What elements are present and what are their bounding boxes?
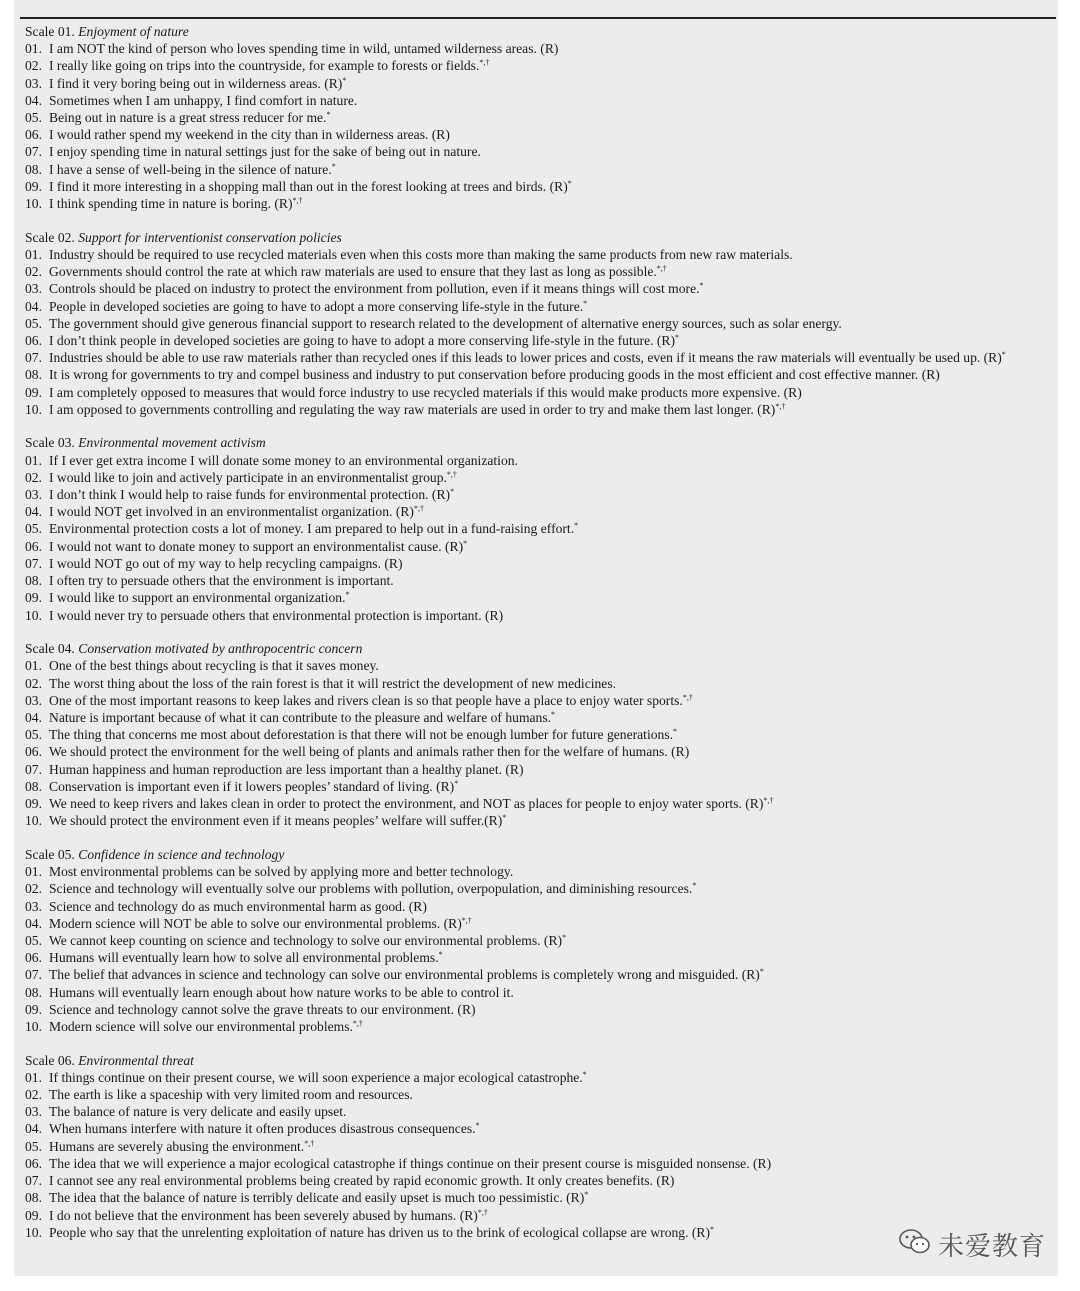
item-footnote-mark: * xyxy=(675,332,680,342)
item-text: I often try to persuade others that the environment is important. xyxy=(49,573,394,589)
scale-item xyxy=(25,1207,1060,1224)
item-text: I would rather spend my weekend in the city than in wilderness areas. (R) xyxy=(49,127,450,143)
scale-item xyxy=(25,607,1060,624)
item-text: Industries should be able to use raw materials rather than recycled ones if this leads to lower prices and costs, even if it means the raw materials will eventually be used up. (R) xyxy=(49,350,1002,366)
item-number: 05. xyxy=(25,110,42,126)
item-footnote-mark: * xyxy=(475,1121,480,1131)
item-number: 03. xyxy=(25,75,42,91)
item-footnote-mark: *,† xyxy=(413,504,424,514)
scale-item xyxy=(25,915,1060,932)
item-text: I think spending time in nature is boring. (R) xyxy=(49,196,293,212)
item-number: 04. xyxy=(25,298,42,314)
item-footnote-mark: * xyxy=(463,538,468,548)
item-number: 08. xyxy=(25,984,42,1000)
scale-label: Scale 04. xyxy=(25,641,75,657)
scale-item xyxy=(25,1120,1060,1137)
scale-item xyxy=(25,589,1060,606)
scale-label: Scale 05. xyxy=(25,846,75,862)
item-footnote-mark: * xyxy=(710,1224,714,1234)
scale-item xyxy=(25,538,1060,555)
item-number: 09. xyxy=(25,384,42,400)
scale-label: Scale 02. xyxy=(25,229,75,245)
item-text: I would NOT go out of my way to help recycling campaigns. (R) xyxy=(49,555,403,571)
scale-title: Environmental movement activism xyxy=(78,435,266,451)
item-number: 05. xyxy=(25,727,42,743)
item-text: When humans interfere with nature it often produces disastrous consequences. xyxy=(49,1121,476,1137)
item-footnote-mark: * xyxy=(326,110,331,120)
item-footnote-mark: * xyxy=(345,590,350,600)
scale-item xyxy=(25,657,1060,674)
item-number: 03. xyxy=(25,1104,42,1120)
scale-item xyxy=(25,401,1060,418)
item-footnote-mark: *,† xyxy=(479,58,490,68)
scale-section xyxy=(25,640,1060,829)
scale-label: Scale 03. xyxy=(25,435,75,451)
item-number: 10. xyxy=(25,813,42,829)
item-text: One of the most important reasons to keep lakes and rivers clean is so that people have a place to enjoy water sports. xyxy=(49,692,683,708)
item-number: 03. xyxy=(25,898,42,914)
scale-item xyxy=(25,1001,1060,1018)
scale-section xyxy=(25,23,1060,212)
scale-item xyxy=(25,555,1060,572)
item-number: 07. xyxy=(25,144,42,160)
scale-item xyxy=(25,161,1060,178)
item-footnote-mark: * xyxy=(331,161,336,171)
item-text: The thing that concerns me most about deforestation is that there will not be enough lumber for future generations. xyxy=(49,727,674,743)
item-number: 09. xyxy=(25,796,42,812)
item-footnote-mark: *,† xyxy=(775,401,786,411)
item-number: 02. xyxy=(25,264,42,280)
scale-item xyxy=(25,984,1060,1001)
item-footnote-mark: * xyxy=(692,881,697,891)
scale-item xyxy=(25,486,1060,503)
item-text: The balance of nature is very delicate and easily upset. xyxy=(49,1104,347,1120)
scale-item xyxy=(25,709,1060,726)
watermark xyxy=(898,1226,1046,1262)
item-footnote-mark: *,† xyxy=(477,1207,488,1217)
scale-item xyxy=(25,57,1060,74)
item-number: 03. xyxy=(25,692,42,708)
item-text: Modern science will solve our environmental problems. xyxy=(49,1018,353,1034)
item-number: 08. xyxy=(25,1190,42,1206)
scale-item xyxy=(25,692,1060,709)
scale-section xyxy=(25,229,1060,418)
item-text: The belief that advances in science and technology can solve our environmental problems is completely wrong and misguided. (R) xyxy=(49,967,760,983)
scale-item xyxy=(25,778,1060,795)
scale-item xyxy=(25,675,1060,692)
item-number: 08. xyxy=(25,161,42,177)
item-number: 04. xyxy=(25,710,42,726)
scale-item xyxy=(25,143,1060,160)
scale-heading xyxy=(25,846,1060,863)
item-text: If things continue on their present course, we will soon experience a major ecological catastrophe. xyxy=(49,1069,583,1085)
scale-title: Conservation motivated by anthropocentric concern xyxy=(78,641,363,657)
item-text: I would like to support an environmental organization. xyxy=(49,590,346,606)
item-footnote-mark: * xyxy=(582,1069,587,1079)
item-text: Most environmental problems can be solved by applying more and better technology. xyxy=(49,864,514,880)
item-text: One of the best things about recycling is that it saves money. xyxy=(49,658,379,674)
item-text: We should protect the environment even if it means peoples’ welfare will suffer.(R) xyxy=(49,813,503,829)
item-text: I am NOT the kind of person who loves spending time in wild, untamed wilderness areas. (R) xyxy=(49,41,559,57)
item-number: 06. xyxy=(25,744,42,760)
item-number: 05. xyxy=(25,315,42,331)
scale-item xyxy=(25,520,1060,537)
scale-item xyxy=(25,966,1060,983)
item-text: We should protect the environment for the well being of plants and animals rather then for the welfare of humans. (R) xyxy=(49,744,690,760)
item-text: Science and technology will eventually solve our problems with pollution, overpopulation, and diminishing resources. xyxy=(49,881,693,897)
scale-item xyxy=(25,1086,1060,1103)
item-number: 01. xyxy=(25,864,42,880)
item-number: 01. xyxy=(25,452,42,468)
item-footnote-mark: * xyxy=(759,967,764,977)
item-footnote-mark: *,† xyxy=(446,469,457,479)
item-footnote-mark: *,† xyxy=(292,196,303,206)
scale-item xyxy=(25,761,1060,778)
scale-item xyxy=(25,332,1060,349)
item-text: Industry should be required to use recycled materials even when this costs more than making the same products from new raw materials. xyxy=(49,246,793,262)
scale-item xyxy=(25,743,1060,760)
item-number: 09. xyxy=(25,178,42,194)
scale-item xyxy=(25,246,1060,263)
item-text: Humans will eventually learn enough about how nature works to be able to control it. xyxy=(49,984,514,1000)
item-footnote-mark: *,† xyxy=(352,1018,363,1028)
item-number: 06. xyxy=(25,538,42,554)
scale-label: Scale 01. xyxy=(25,24,75,39)
scale-item xyxy=(25,298,1060,315)
item-footnote-mark: *,† xyxy=(763,796,774,806)
item-number: 07. xyxy=(25,761,42,777)
scale-item xyxy=(25,726,1060,743)
item-text: The government should give generous financial support to research related to the development of alternative energy sources, such as solar energy. xyxy=(49,315,842,331)
scale-item xyxy=(25,469,1060,486)
item-footnote-mark: * xyxy=(567,178,572,188)
scale-item xyxy=(25,503,1060,520)
item-text: Science and technology do as much environmental harm as good. (R) xyxy=(49,898,427,914)
scale-item xyxy=(25,949,1060,966)
scale-item xyxy=(25,40,1060,57)
scale-item xyxy=(25,315,1060,332)
item-footnote-mark: *,† xyxy=(461,915,472,925)
item-number: 02. xyxy=(25,881,42,897)
item-number: 09. xyxy=(25,590,42,606)
scale-heading xyxy=(25,23,1060,40)
item-number: 07. xyxy=(25,555,42,571)
item-text: I don’t think I would help to raise funds for environmental protection. (R) xyxy=(49,487,451,503)
item-footnote-mark: * xyxy=(699,281,704,291)
item-text: I have a sense of well-being in the silence of nature. xyxy=(49,161,332,177)
scale-item xyxy=(25,932,1060,949)
scale-item xyxy=(25,1189,1060,1206)
wechat-icon xyxy=(898,1227,932,1261)
scale-item xyxy=(25,452,1060,469)
item-text: Modern science will NOT be able to solve our environmental problems. (R) xyxy=(49,915,462,931)
item-text: People who say that the unrelenting exploitation of nature has driven us to the brink of ecological collapse are wrong. (R) xyxy=(49,1224,710,1240)
item-number: 04. xyxy=(25,915,42,931)
item-text: I cannot see any real environmental problems being created by rapid economic growth. It only creates benefits. (R) xyxy=(49,1173,675,1189)
item-number: 05. xyxy=(25,1138,42,1154)
item-number: 07. xyxy=(25,967,42,983)
scale-heading xyxy=(25,229,1060,246)
item-text: I would NOT get involved in an environmentalist organization. (R) xyxy=(49,504,414,520)
item-text: The idea that the balance of nature is terribly delicate and easily upset is much too pessimistic. (R) xyxy=(49,1190,585,1206)
item-number: 06. xyxy=(25,1155,42,1171)
item-number: 02. xyxy=(25,58,42,74)
item-number: 03. xyxy=(25,487,42,503)
scale-title: Confidence in science and technology xyxy=(78,846,285,862)
item-number: 10. xyxy=(25,401,42,417)
scale-item xyxy=(25,178,1060,195)
item-number: 05. xyxy=(25,932,42,948)
scale-item xyxy=(25,126,1060,143)
item-number: 10. xyxy=(25,607,42,623)
scale-heading xyxy=(25,1052,1060,1069)
item-text: Sometimes when I am unhappy, I find comfort in nature. xyxy=(49,92,358,108)
item-text: I don’t think people in developed societies are going to have to adopt a more conserving life-style in the future. (R) xyxy=(49,332,676,348)
scale-label: Scale 06. xyxy=(25,1052,75,1068)
scale-title: Enjoyment of nature xyxy=(78,24,189,39)
item-number: 09. xyxy=(25,1207,42,1223)
scale-item xyxy=(25,195,1060,212)
item-text: Nature is important because of what it can contribute to the pleasure and welfare of humans. xyxy=(49,710,552,726)
item-text: Controls should be placed on industry to protect the environment from pollution, even if it means things will cost more. xyxy=(49,281,700,297)
item-number: 10. xyxy=(25,1018,42,1034)
scale-item xyxy=(25,349,1060,366)
item-number: 06. xyxy=(25,332,42,348)
scale-item xyxy=(25,898,1060,915)
item-number: 01. xyxy=(25,658,42,674)
item-text: We need to keep rivers and lakes clean in order to protect the environment, and NOT as places for people to enjoy water sports. (R) xyxy=(49,796,764,812)
scale-item xyxy=(25,1172,1060,1189)
item-text: I find it more interesting in a shopping mall than out in the forest looking at trees and birds. (R) xyxy=(49,178,568,194)
item-text: I would like to join and actively participate in an environmentalist group. xyxy=(49,469,447,485)
item-number: 05. xyxy=(25,521,42,537)
item-number: 09. xyxy=(25,1001,42,1017)
item-text: I would never try to persuade others that environmental protection is important. (R) xyxy=(49,607,504,623)
item-text: Governments should control the rate at which raw materials are used to ensure that they last as long as possible. xyxy=(49,264,657,280)
item-number: 10. xyxy=(25,196,42,212)
scale-item xyxy=(25,75,1060,92)
item-footnote-mark: *,† xyxy=(682,692,693,702)
scale-section xyxy=(25,846,1060,1035)
item-footnote-mark: * xyxy=(583,298,588,308)
scale-item xyxy=(25,863,1060,880)
item-number: 07. xyxy=(25,1173,42,1189)
scale-item xyxy=(25,572,1060,589)
item-footnote-mark: * xyxy=(584,1190,589,1200)
scale-item xyxy=(25,384,1060,401)
item-footnote-mark: * xyxy=(454,778,459,788)
scale-item xyxy=(25,812,1060,829)
scale-section xyxy=(25,434,1060,623)
scale-item xyxy=(25,1069,1060,1086)
item-number: 04. xyxy=(25,92,42,108)
item-number: 04. xyxy=(25,1121,42,1137)
item-number: 10. xyxy=(25,1224,42,1240)
item-footnote-mark: * xyxy=(450,487,455,497)
item-number: 02. xyxy=(25,675,42,691)
item-text: I really like going on trips into the countryside, for example to forests or fields. xyxy=(49,58,480,74)
item-number: 08. xyxy=(25,778,42,794)
item-text: I enjoy spending time in natural settings just for the sake of being out in nature. xyxy=(49,144,481,160)
item-text: People in developed societies are going to have to adopt a more conserving life-style in the future. xyxy=(49,298,584,314)
item-number: 08. xyxy=(25,367,42,383)
item-footnote-mark: * xyxy=(574,521,579,531)
scale-item xyxy=(25,1103,1060,1120)
scale-section xyxy=(25,1052,1060,1241)
item-footnote-mark: *,† xyxy=(656,264,667,274)
scale-item xyxy=(25,1155,1060,1172)
item-text: Humans will eventually learn how to solve all environmental problems. xyxy=(49,950,439,966)
item-text: Environmental protection costs a lot of money. I am prepared to help out in a fund-raising effort. xyxy=(49,521,575,537)
item-text: I am opposed to governments controlling and regulating the way raw materials are used in order to try and make them last longer. (R) xyxy=(49,401,776,417)
item-footnote-mark: * xyxy=(1001,350,1006,360)
item-footnote-mark: * xyxy=(562,932,567,942)
item-text: I would not want to donate money to support an environmentalist cause. (R) xyxy=(49,538,464,554)
scales-content xyxy=(25,23,1060,1257)
scale-item xyxy=(25,92,1060,109)
item-text: Humans are severely abusing the environment. xyxy=(49,1138,305,1154)
scale-title: Environmental threat xyxy=(78,1052,194,1068)
scale-item xyxy=(25,366,1060,383)
item-text: If I ever get extra income I will donate some money to an environmental organization. xyxy=(49,452,518,468)
item-text: Being out in nature is a great stress reducer for me. xyxy=(49,110,327,126)
item-number: 06. xyxy=(25,950,42,966)
item-text: Science and technology cannot solve the grave threats to our environment. (R) xyxy=(49,1001,476,1017)
item-number: 01. xyxy=(25,246,42,262)
top-rule xyxy=(20,17,1056,19)
scale-item xyxy=(25,880,1060,897)
item-footnote-mark: * xyxy=(551,710,556,720)
item-number: 03. xyxy=(25,281,42,297)
item-number: 04. xyxy=(25,504,42,520)
item-text: The idea that we will experience a major ecological catastrophe if things continue on their present course is misguided nonsense. (R) xyxy=(49,1155,772,1171)
item-footnote-mark: * xyxy=(502,813,507,823)
scale-item xyxy=(25,280,1060,297)
item-text: I am completely opposed to measures that would force industry to use recycled materials if this would make products more expensive. (R) xyxy=(49,384,802,400)
item-text: I do not believe that the environment has been severely abused by humans. (R) xyxy=(49,1207,478,1223)
watermark-text: 未爱教育 xyxy=(937,1231,1046,1262)
item-number: 06. xyxy=(25,127,42,143)
item-number: 02. xyxy=(25,1087,42,1103)
scale-heading xyxy=(25,640,1060,657)
item-number: 01. xyxy=(25,41,42,57)
scale-item xyxy=(25,109,1060,126)
item-footnote-mark: *,† xyxy=(304,1138,315,1148)
scale-item xyxy=(25,795,1060,812)
item-number: 07. xyxy=(25,350,42,366)
item-footnote-mark: * xyxy=(342,75,347,85)
scale-title: Support for interventionist conservation policies xyxy=(78,229,342,245)
item-text: Conservation is important even if it lowers peoples’ standard of living. (R) xyxy=(49,778,455,794)
item-text: The earth is like a spaceship with very limited room and resources. xyxy=(49,1087,413,1103)
scale-heading xyxy=(25,434,1060,451)
item-text: Human happiness and human reproduction are less important than a healthy planet. (R) xyxy=(49,761,524,777)
item-text: We cannot keep counting on science and technology to solve our environmental problems. (R) xyxy=(49,932,563,948)
item-footnote-mark: * xyxy=(673,727,678,737)
scale-item xyxy=(25,263,1060,280)
item-text: It is wrong for governments to try and compel business and industry to put conservation before producing goods in the most efficient and cost effective manner. (R) xyxy=(49,367,940,383)
scale-item xyxy=(25,1138,1060,1155)
scale-item xyxy=(25,1018,1060,1035)
item-number: 02. xyxy=(25,469,42,485)
item-text: The worst thing about the loss of the rain forest is that it will restrict the development of new medicines. xyxy=(49,675,617,691)
item-text: I find it very boring being out in wilderness areas. (R) xyxy=(49,75,343,91)
item-footnote-mark: * xyxy=(438,950,443,960)
item-number: 08. xyxy=(25,573,42,589)
item-number: 01. xyxy=(25,1069,42,1085)
